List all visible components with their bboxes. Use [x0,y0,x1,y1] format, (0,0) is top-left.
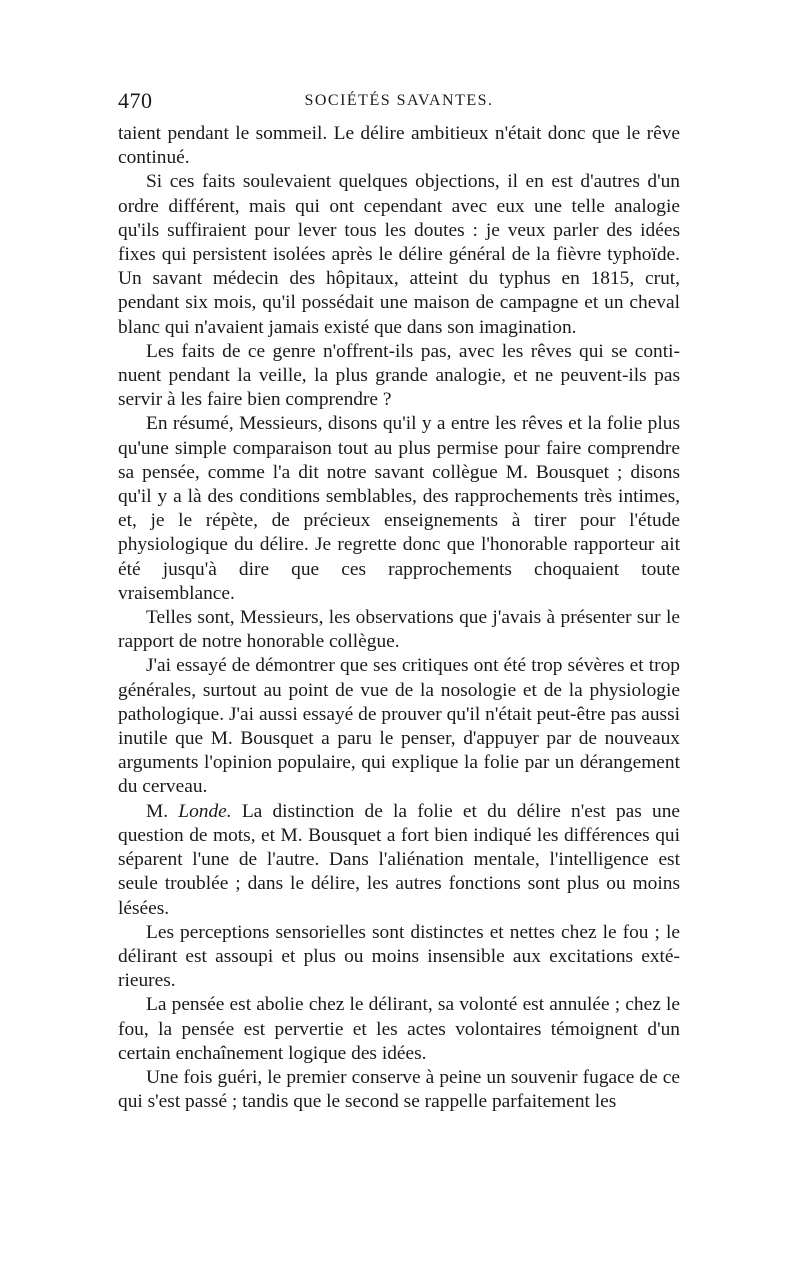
paragraph: taient pendant le sommeil. Le délire ambitieux n'était donc que le rêve continué. [118,123,680,169]
paragraph: J'ai essayé de démontrer que ses critiques ont été trop sévères et trop générales, surtout au point de vue de la nosologie et de la physiologie pathologique. J'ai aussi essayé de prouver qu'il n'était peut-être pas aussi inutile que M. Bousquet a paru le penser, d'appuyer par de nouveaux arguments l'opinion populaire, qui explique la folie par un dérangement du cerveau. [118,655,680,798]
paragraph: La pensée est abolie chez le délirant, sa volonté est annulée ; chez le fou, la pensée est pervertie et les actes volontaires témoignent d'un certain enchaînement logique des idées. [118,994,680,1064]
paragraph: Les perceptions sensorielles sont distinctes et nettes chez le fou ; le délirant est assoupi et plus ou moins insensible aux excitations extérieures. [118,921,680,992]
page-header [118,88,680,116]
speaker-text: La distinction de la folie et du délire n'est pas une question de mots, et M. Bousquet a fort bien indiqué les différences qui séparent l'une de l'autre. Dans l'aliénation mentale, l'intelligence est seule troublée ; dans le délire, les autres fonctions sont plus ou moins lésées. [118,800,680,919]
running-head: SOCIÉTÉS SAVANTES. [304,92,494,109]
paragraph-londe [118,800,680,921]
paragraph: Une fois guéri, le premier conserve à peine un souvenir fugace de ce qui s'est passé ; tandis que le second se rappelle parfaitement les [118,1066,680,1113]
paragraph: Les faits de ce genre n'offrent-ils pas, avec les rêves qui se continuent pendant la veille, la plus grande analogie, et ne peuvent-ils pas servir à les faire bien comprendre ? [118,340,680,411]
paragraph: Si ces faits soulevaient quelques objections, il en est d'autres d'un ordre différent, mais qui ont cependant avec eux une telle analogie qu'ils suffiraient pour lever tous les doutes : je veux parler des idées fixes qui persistent isolées après le délire général de la fièvre typhoïde. Un savant médecin des hôpitaux, atteint du typhus en 1815, crut, pendant six mois, qu'il possédait une maison de campagne et un cheval blanc qui n'avaient jamais existé que dans son imagination. [118,171,680,338]
page-number: 470 [118,88,153,113]
book-page [118,88,680,1114]
paragraph: En résumé, Messieurs, disons qu'il y a entre les rêves et la folie plus qu'une simple comparaison tout au plus permise pour faire comprendre sa pensée, comme l'a dit notre savant collègue M. Bousquet ; disons qu'il y a là des conditions semblables, des rapprochements très intimes, et, je le répète, de précieux enseignements à tirer pour l'étude physiologique du délire. Je regrette donc que l'honorable rapporteur ait été jusqu'à dire que ces rapprochements choquaient toute vraisemblance. [118,413,680,604]
speaker-name: Londe. [178,800,232,822]
paragraph: Telles sont, Messieurs, les observations que j'avais à présenter sur le rapport de notre honorable collègue. [118,607,680,653]
body-text [118,122,680,1114]
speaker-prefix: M. [146,800,169,822]
